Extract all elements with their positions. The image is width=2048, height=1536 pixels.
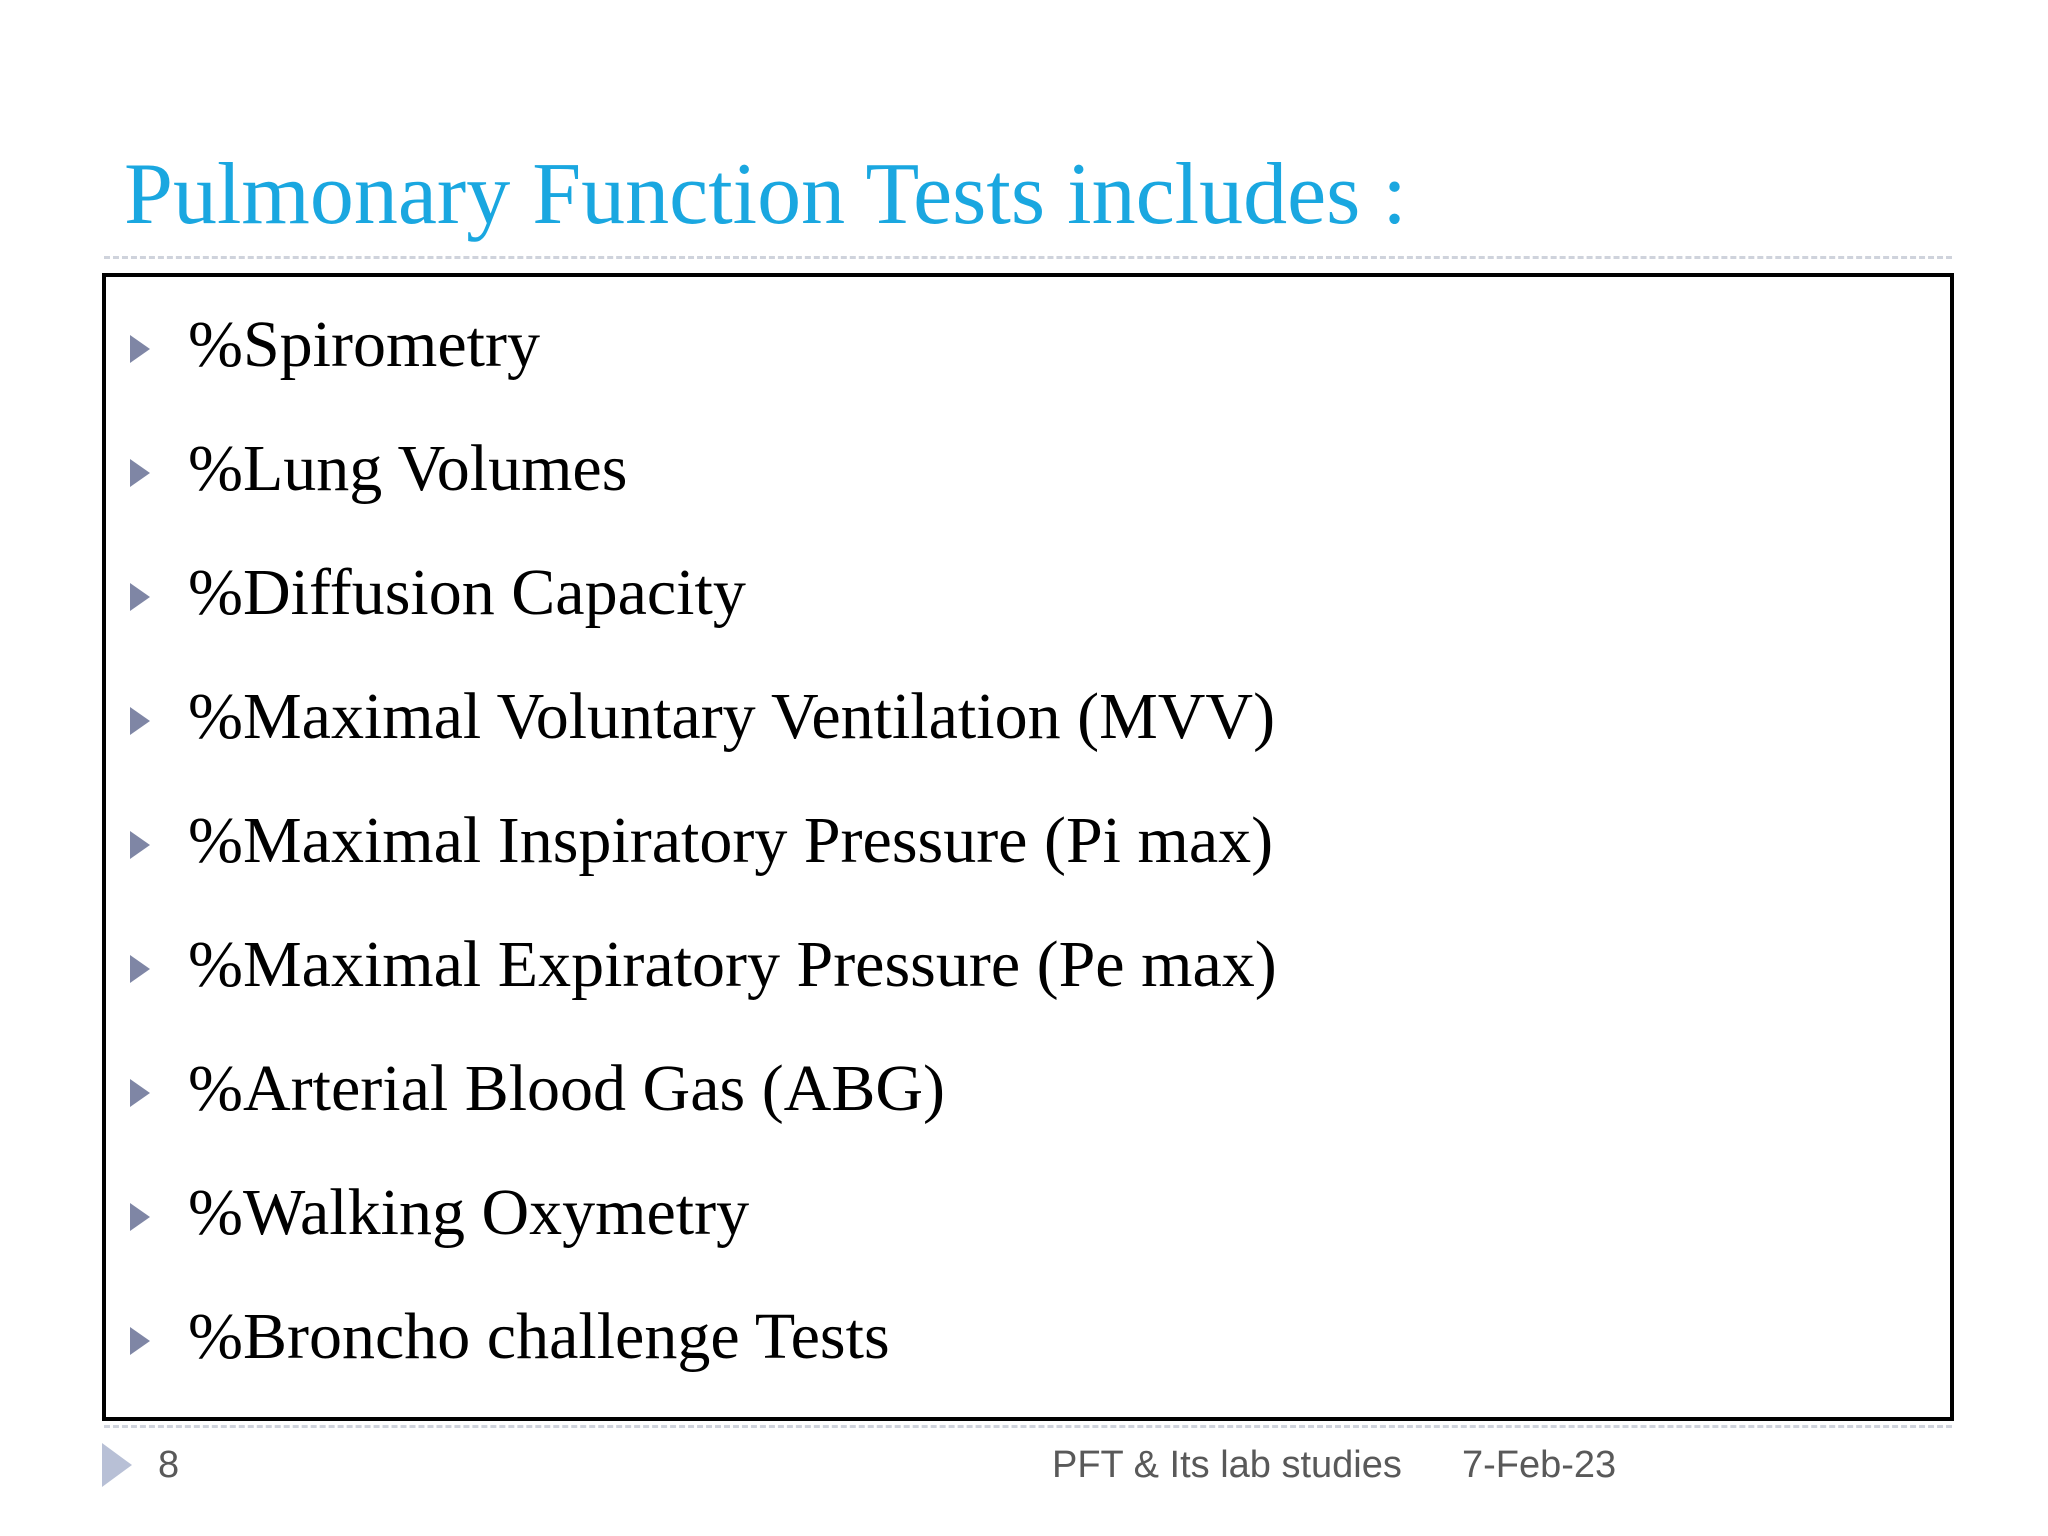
triangle-bullet-icon — [130, 459, 150, 487]
page-number: 8 — [158, 1444, 180, 1486]
list-item — [106, 547, 1950, 647]
content-box — [102, 273, 1954, 1421]
list-item-label: %Spirometry — [188, 308, 540, 381]
triangle-bullet-icon — [130, 1203, 150, 1231]
triangle-bullet-icon — [130, 1327, 150, 1355]
list-item-label: %Lung Volumes — [188, 432, 628, 505]
list-item-label: %Arterial Blood Gas (ABG) — [188, 1052, 946, 1125]
list-item — [106, 671, 1950, 771]
list-item-label: %Maximal Voluntary Ventilation (MVV) — [188, 680, 1276, 753]
slide-title: Pulmonary Function Tests includes : — [124, 146, 1407, 243]
list-item-label: %Maximal Expiratory Pressure (Pe max) — [188, 928, 1277, 1001]
list-item — [106, 919, 1950, 1019]
list-item-label: %Maximal Inspiratory Pressure (Pi max) — [188, 804, 1274, 877]
triangle-bullet-icon — [130, 583, 150, 611]
list-item-label: %Walking Oxymetry — [188, 1176, 750, 1249]
footer-caption: PFT & Its lab studies — [1052, 1444, 1402, 1486]
triangle-bullet-icon — [130, 707, 150, 735]
list-item-label: %Diffusion Capacity — [188, 556, 746, 629]
list-item — [106, 299, 1950, 399]
triangle-bullet-icon — [130, 831, 150, 859]
list-item-label: %Broncho challenge Tests — [188, 1300, 890, 1373]
list-item — [106, 1043, 1950, 1143]
title-divider — [104, 256, 1952, 259]
triangle-bullet-icon — [130, 1079, 150, 1107]
footer-divider — [104, 1425, 1952, 1428]
triangle-bullet-icon — [130, 955, 150, 983]
triangle-bullet-icon — [130, 335, 150, 363]
footer-date: 7-Feb-23 — [1462, 1444, 1617, 1486]
footer-triangle-icon — [102, 1443, 132, 1487]
list-item — [106, 795, 1950, 895]
list-item — [106, 1167, 1950, 1267]
list-item — [106, 423, 1950, 523]
list-item — [106, 1291, 1950, 1391]
